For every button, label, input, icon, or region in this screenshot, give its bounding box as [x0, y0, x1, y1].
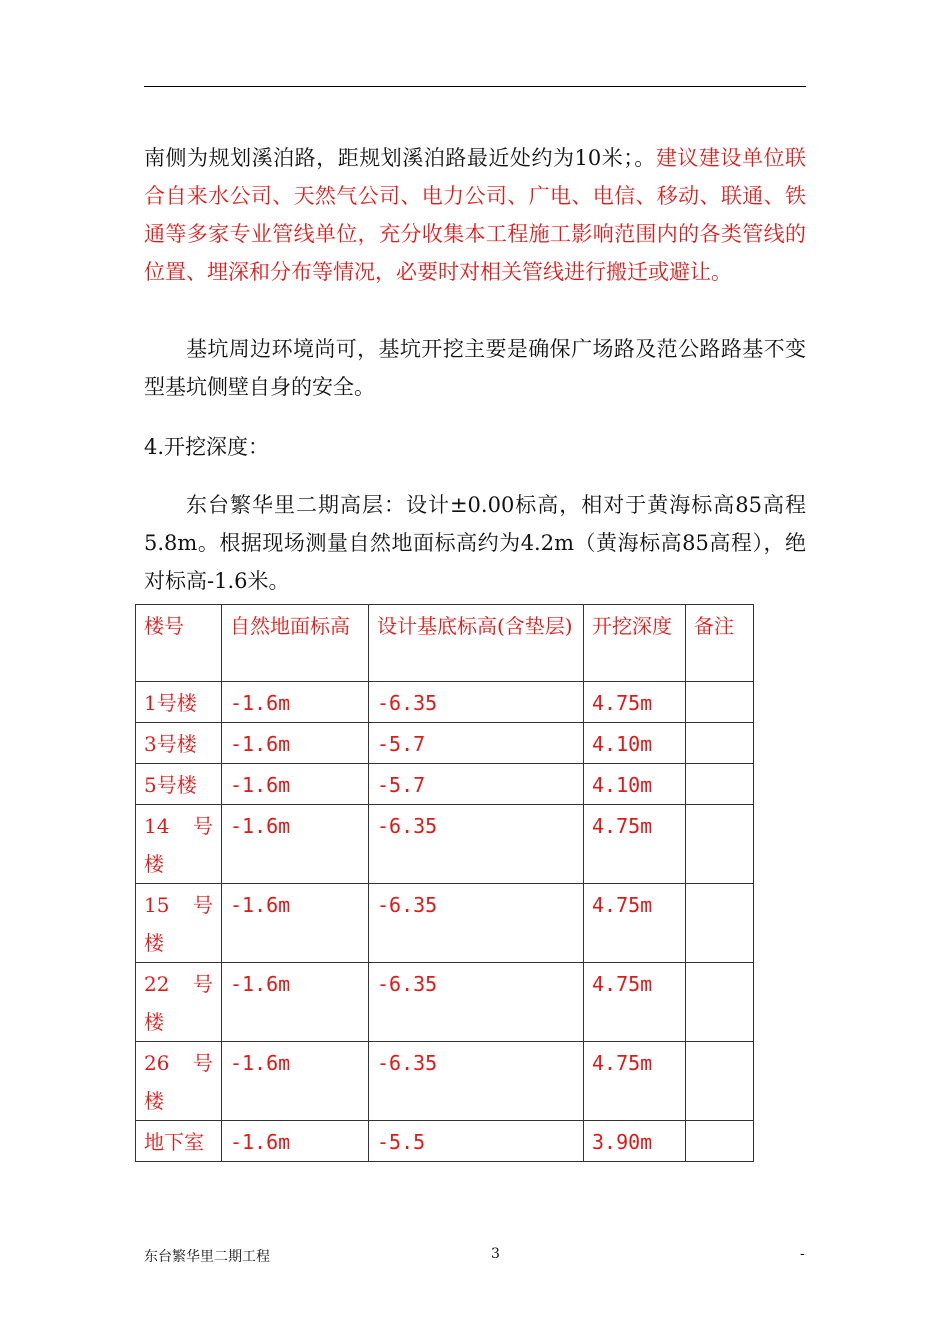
cell-ground-elevation: -1.6m: [222, 764, 369, 805]
cell-design-base-elevation: -5.7: [369, 723, 584, 764]
table-row: [136, 963, 754, 1042]
paragraph-environment: 基坑周边环境尚可，基坑开挖主要是确保广场路及范公路路基不变型基坑侧壁自身的安全。: [144, 337, 806, 399]
cell-building: 15 号楼: [136, 884, 222, 963]
table-header-row: [136, 605, 754, 682]
cell-building: 1号楼: [136, 682, 222, 723]
cell-design-base-elevation: -6.35: [369, 963, 584, 1042]
cell-ground-elevation: -1.6m: [222, 723, 369, 764]
cell-building: 14 号楼: [136, 805, 222, 884]
cell-ground-elevation: -1.6m: [222, 1121, 369, 1162]
cell-remarks: [686, 1121, 754, 1162]
table-row: [136, 884, 754, 963]
cell-remarks: [686, 764, 754, 805]
cell-design-base-elevation: -6.35: [369, 682, 584, 723]
table-row: [136, 805, 754, 884]
header-excavation-depth: 开挖深度: [584, 605, 686, 682]
cell-excavation-depth: 4.10m: [584, 723, 686, 764]
cell-building: 3号楼: [136, 723, 222, 764]
table-row: [136, 764, 754, 805]
cell-excavation-depth: 4.75m: [584, 682, 686, 723]
header-remarks: 备注: [686, 605, 754, 682]
header-building: 楼号: [136, 605, 222, 682]
table-row: [136, 1042, 754, 1121]
cell-excavation-depth: 4.75m: [584, 963, 686, 1042]
table-row: [136, 682, 754, 723]
cell-building: 26 号楼: [136, 1042, 222, 1121]
footer-right-mark: -: [800, 1246, 805, 1262]
footer-page-number: 3: [491, 1246, 500, 1262]
cell-excavation-depth: 4.75m: [584, 884, 686, 963]
footer-project-name: 东台繁华里二期工程: [144, 1249, 270, 1265]
cell-ground-elevation: -1.6m: [222, 805, 369, 884]
cell-building: 地下室: [136, 1121, 222, 1162]
paragraph-black-text: 南侧为规划溪泊路，距规划溪泊路最近处约为10米；。: [144, 146, 656, 170]
cell-remarks: [686, 805, 754, 884]
paragraph-red-recommendation: 建议建设单位联合自来水公司、天然气公司、电力公司、广电、电信、移动、联通、铁通等多家专业管线单位，充分收集本工程施工影响范围内的各类管线的位置、埋深和分布等情况，必要时对相关管线进行搬迁或避让。: [144, 146, 806, 284]
section-heading-excavation-depth: 4.开挖深度：: [144, 435, 270, 459]
cell-design-base-elevation: -5.5: [369, 1121, 584, 1162]
header-rule: [144, 86, 806, 87]
table-row: [136, 1121, 754, 1162]
header-design-base-elevation: 设计基底标高(含垫层): [369, 605, 584, 682]
cell-excavation-depth: 3.90m: [584, 1121, 686, 1162]
excavation-depth-table: [135, 604, 754, 1162]
table-row: [136, 723, 754, 764]
cell-ground-elevation: -1.6m: [222, 884, 369, 963]
cell-remarks: [686, 884, 754, 963]
cell-ground-elevation: -1.6m: [222, 1042, 369, 1121]
cell-excavation-depth: 4.10m: [584, 764, 686, 805]
cell-remarks: [686, 682, 754, 723]
cell-ground-elevation: -1.6m: [222, 963, 369, 1042]
cell-excavation-depth: 4.75m: [584, 805, 686, 884]
cell-design-base-elevation: -6.35: [369, 884, 584, 963]
cell-ground-elevation: -1.6m: [222, 682, 369, 723]
header-ground-elevation: 自然地面标高: [222, 605, 369, 682]
cell-building: 5号楼: [136, 764, 222, 805]
cell-excavation-depth: 4.75m: [584, 1042, 686, 1121]
paragraph-pipeline-note: [144, 139, 806, 291]
cell-design-base-elevation: -6.35: [369, 1042, 584, 1121]
cell-remarks: [686, 723, 754, 764]
cell-building: 22 号楼: [136, 963, 222, 1042]
cell-remarks: [686, 963, 754, 1042]
cell-remarks: [686, 1042, 754, 1121]
paragraph-elevation: 东台繁华里二期高层：设计±0.00标高，相对于黄海标高85高程5.8m。根据现场测量自然地面标高约为4.2m（黄海标高85高程），绝对标高-1.6米。: [144, 493, 806, 593]
cell-design-base-elevation: -5.7: [369, 764, 584, 805]
cell-design-base-elevation: -6.35: [369, 805, 584, 884]
